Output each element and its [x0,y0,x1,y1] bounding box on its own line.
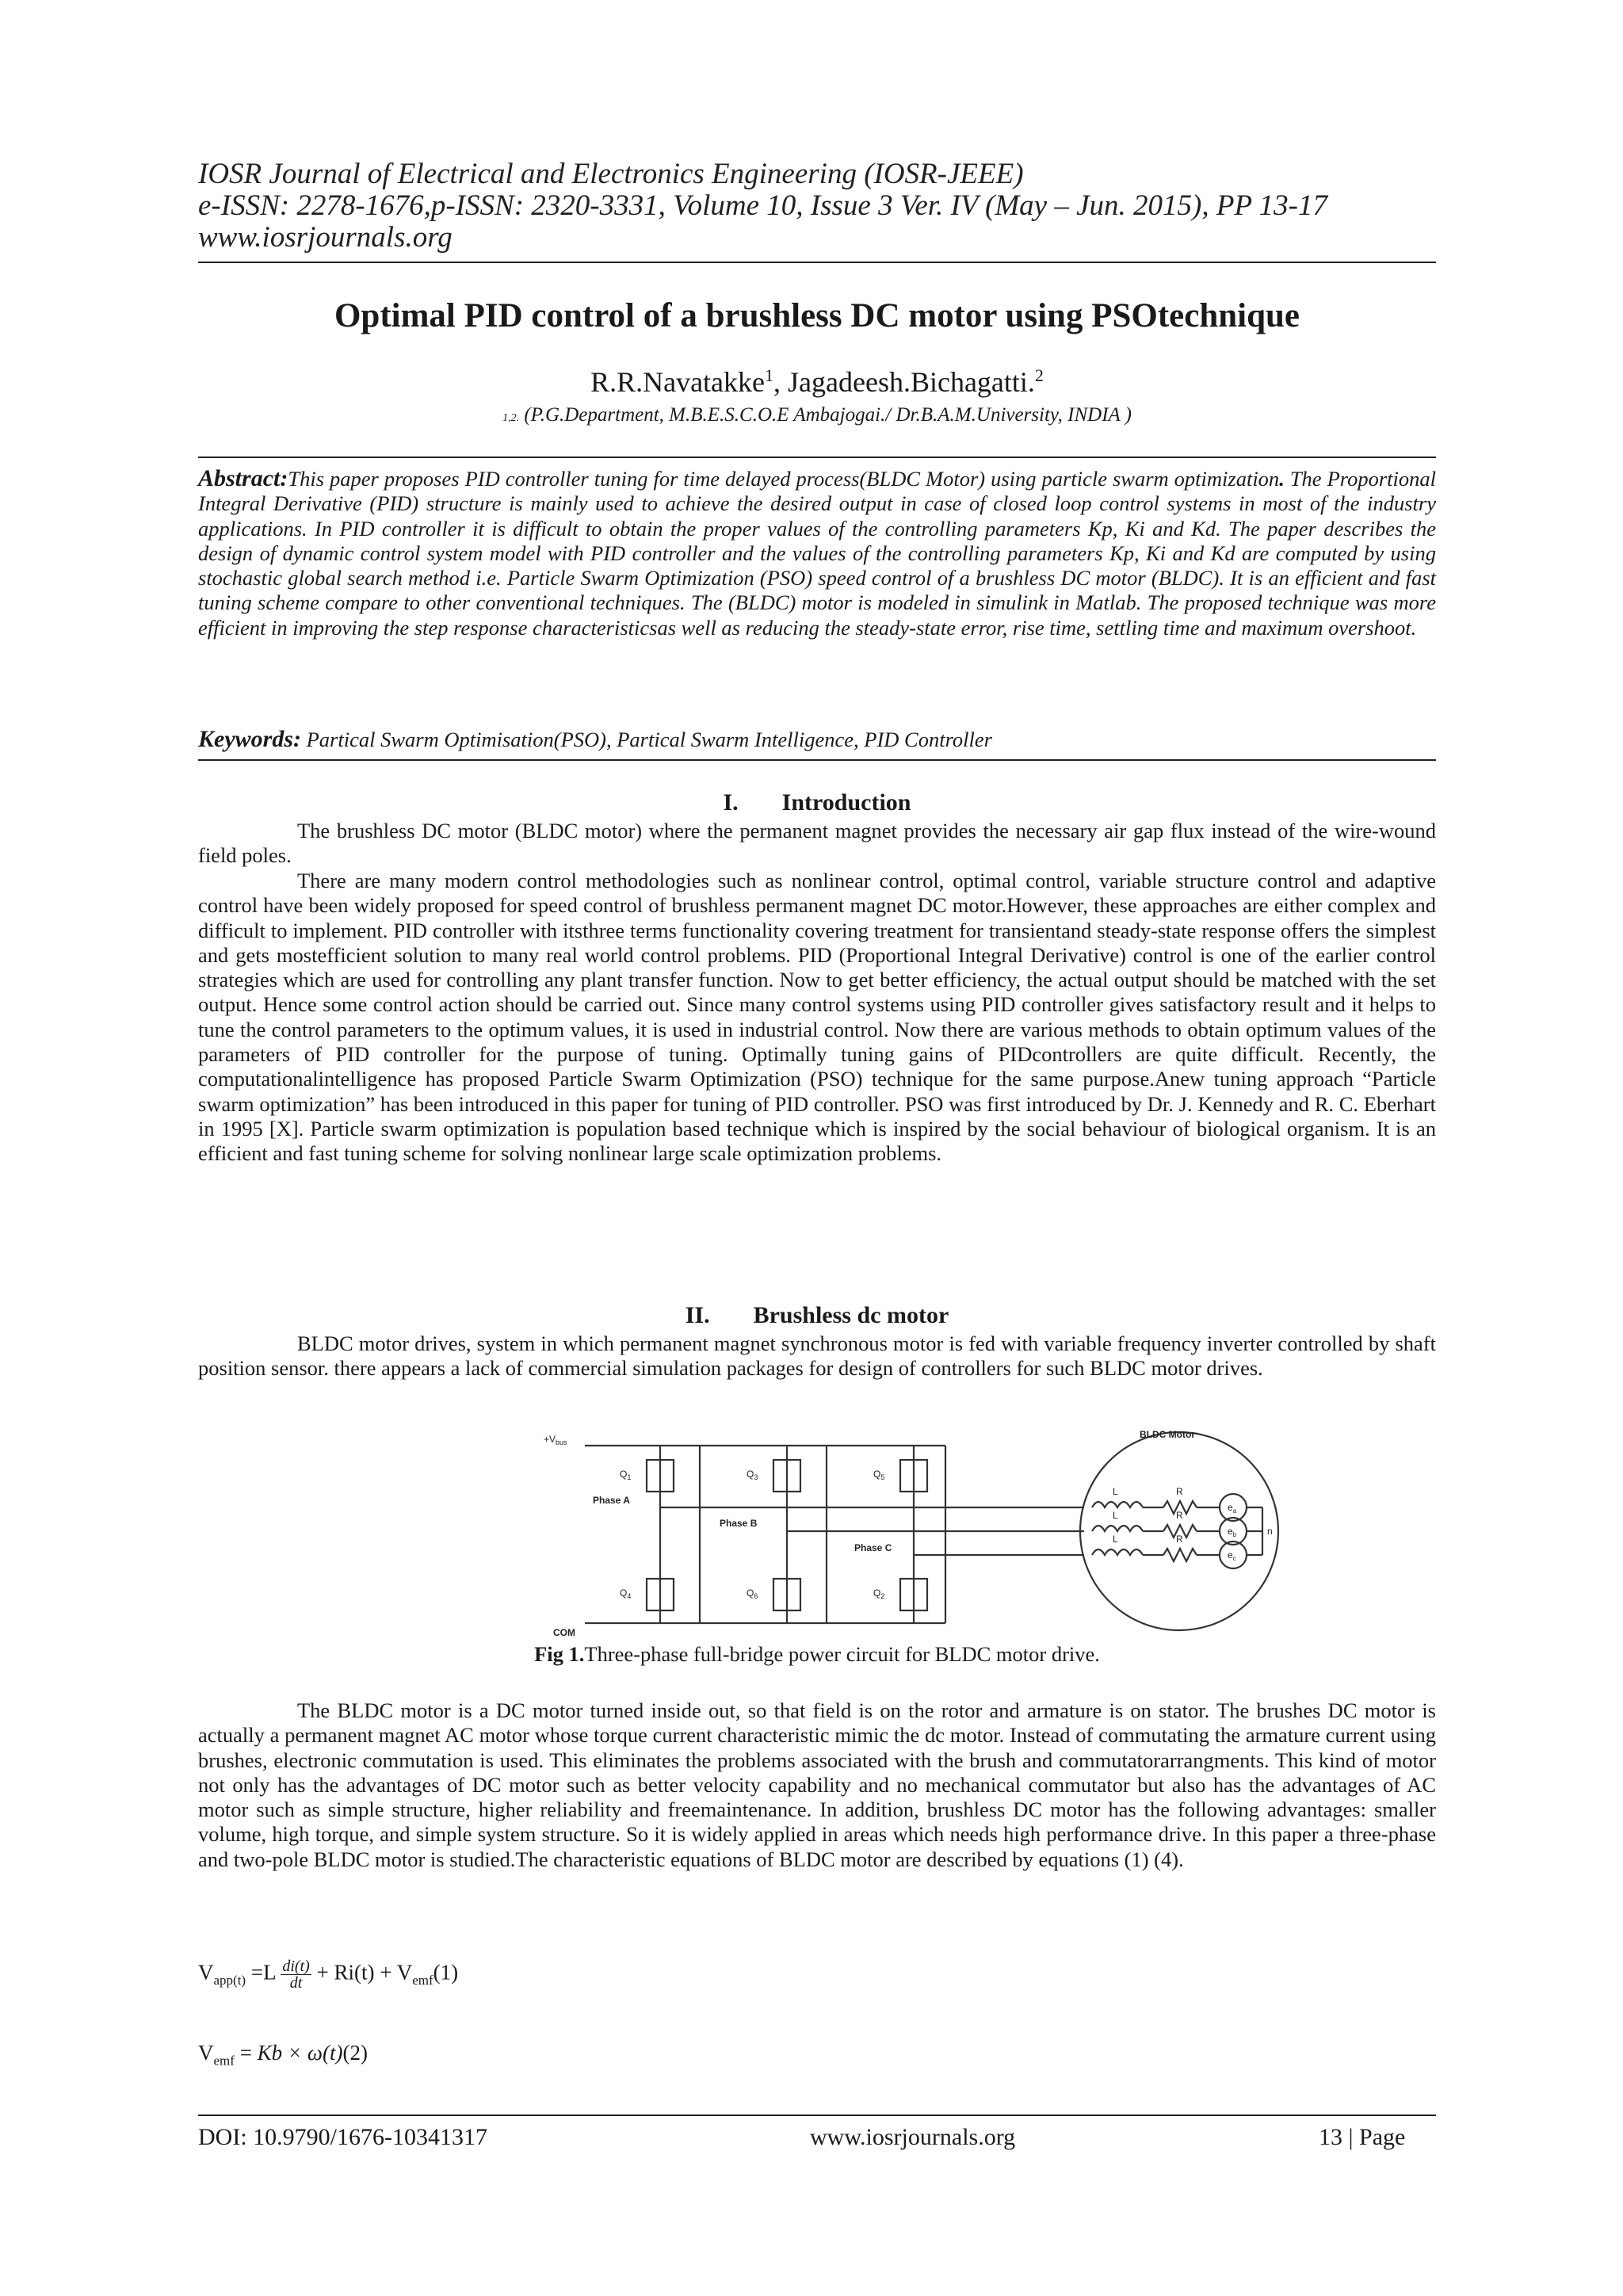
abstract-dot: . [1279,467,1285,491]
abstract-top-divider [198,457,1436,458]
footer-page: 13 | Page [1319,2124,1406,2150]
phase-c-label: Phase C [854,1542,892,1553]
section-number: II. [685,1302,710,1328]
neutral-label: n [1267,1526,1273,1537]
eq1-v: V [198,1960,214,1985]
abstract [198,466,1436,640]
author-1-sup: 1 [765,365,774,385]
section-title: Introduction [781,789,911,816]
caption-label: Fig 1. [534,1642,585,1666]
abstract-label: Abstract: [198,465,288,491]
equation-1 [198,1958,458,1991]
com-label: COM [553,1627,575,1638]
eq2-tag: (2) [342,2041,368,2065]
abstract-text-2: The Proportional Integral Derivative (PID) structure is mainly used to achieve the desired output in case of closed loop control systems in most of the industry applications. In PID controller it is difficult to obtain the proper values of the controlling parameters Kp, Ki and Kd. The paper describes the design of dynamic control system model with PID controller and the values of the controlling parameters Kp, Ki and Kd are computed by using stochastic global search method i.e. Particle Swarm Optimization (PSO) speed control of a brushless DC motor (BLDC). It is an efficient and fast tuning scheme compare to other conventional techniques. The (BLDC) motor is modeled in simulink in Matlab. The proposed technique was more efficient in improving the step response characteristicsas well as reducing the steady-state error, rise time, settling time and maximum overshoot. [198,467,1436,640]
journal-name: IOSR Journal of Electrical and Electronics Engineering (IOSR-JEEE) [198,158,1024,190]
eq2-sub: emf [213,2053,235,2069]
abstract-bottom-divider [198,759,1436,761]
resistor-a-label: R [1176,1486,1183,1497]
header-divider [198,262,1436,263]
bldc-paragraph-2: The BLDC motor is a DC motor turned inside out, so that field is on the rotor and armature is on stator. The brushes DC motor is actually a permanent magnet AC motor whose torque current characteristic mimic the dc motor. Instead of commutating the armature current using brushes, electronic commutation is used. This eliminates the problems associated with the brush and commutatorarrangments. This kind of motor not only has the advantages of DC motor such as better velocity capability and no mechanical commutator but also has the advantages of AC motor such as simple structure, higher reliability and freemaintenance. In addition, brushless DC motor has the following advantages: smaller volume, high torque, and simple system structure. So it is widely applied in areas which needs high performance drive. In this paper a three-phase and two-pole BLDC motor is studied.The characteristic equations of BLDC motor are described by equations (1) (4). [198,1698,1436,1871]
journal-header [198,159,1436,254]
section-heading-brushless [198,1302,1436,1329]
resistor-c [1163,1549,1197,1561]
eq1-denominator: dt [289,1974,303,1992]
footer-website: www.iosrjournals.org [810,2124,1016,2150]
eq1-sub: app(t) [213,1973,246,1988]
intro-paragraph-2: There are many modern control methodologies such as nonlinear control, optimal control, variable structure control and adaptive control have been widely proposed for speed control of brushless permanent magnet DC motor.However, these approaches are either complex and difficult to implement. PID controller with itsthree terms functionality covering treatment for transientand steady-state response offers the simplest and gets mostefficient solution to many real world control problems. PID (Proportional Integral Derivative) control is one of the earlier control strategies which are used for controlling any plant transfer function. Now to get better efficiency, the actual output should be matched with the set output. Hence some control action should be carried out. Since many control systems using PID controller gives satisfactory result and it helps to tune the control parameters to the optimum values, it is used in industrial control. Now there are various methods to obtain optimum values of the parameters of PID controller for the purpose of tuning. Optimally tuning gains of PIDcontrollers are quite difficult. Recently, the computationalintelligence has proposed Particle Swarm Optimization (PSO) technique for the same purpose.Anew tuning approach “Particle swarm optimization” has been introduced in this paper for tuning of PID controller. PSO was first introduced by Dr. J. Kennedy and R. C. Eberhart in 1995 [X]. Particle swarm optimization is population based technique which is inspired by the social behaviour of biological organism. It is an efficient and fast tuning scheme for solving nonlinear large scale optimization problems. [198,869,1436,1166]
emf-c-label: $e_c$ [1228,1549,1236,1562]
motor-label: BLDC Motor [1140,1429,1195,1440]
paper-title: Optimal PID control of a brushless DC motor using PSOtechnique [334,297,1300,334]
eq2-expression: Kb × ω(t) [257,2041,343,2065]
q1-label: $Q_1$ [620,1469,632,1481]
eq2-v: V [198,2041,214,2065]
eq1-numerator: di(t) [282,1958,310,1975]
q5-label: $Q_5$ [873,1469,885,1481]
emf-b-label: $e_b$ [1228,1526,1237,1538]
author-1: R.R.Navatakke [590,366,766,398]
bldc-circuit-figure [537,1428,1445,1639]
inductor-b-label: L [1113,1510,1118,1521]
author-2-sup: 2 [1034,365,1044,385]
affiliation-number: 1,2. [502,412,520,424]
figure-caption [198,1642,1436,1667]
eq1-tag: (1) [433,1960,459,1985]
eq1-equals: =L [246,1960,281,1985]
inductor-c [1092,1549,1143,1555]
eq2-equals: = [234,2041,258,2065]
section-title: Brushless dc motor [753,1302,949,1328]
journal-issn: e-ISSN: 2278-1676,p-ISSN: 2320-3331, Volume 10, Issue 3 Ver. IV (May – Jun. 2015), PP 13-17 [198,189,1327,222]
footer-divider [198,2115,1436,2116]
emf-a-label: $e_a$ [1228,1502,1237,1515]
author-separator: , [773,366,789,398]
keywords-text: Partical Swarm Optimisation(PSO), Partical Swarm Intelligence, PID Controller [301,728,992,751]
journal-website: www.iosrjournals.org [198,221,453,254]
section-number: I. [723,789,739,816]
phase-a-label: Phase A [593,1495,630,1506]
resistor-c-label: R [1176,1534,1183,1545]
keywords [198,726,1436,753]
phase-b-label: Phase B [720,1518,758,1529]
section-heading-introduction [198,789,1436,816]
affiliation-text: (P.G.Department, M.B.E.S.C.O.E Ambajogai./ Dr.B.A.M.University, INDIA ) [519,404,1132,426]
q3-label: $Q_3$ [747,1469,758,1481]
eq1-sub2: emf [412,1973,433,1988]
inductor-b [1092,1526,1143,1531]
caption-text: Three-phase full-bridge power circuit for BLDC motor drive. [584,1642,1100,1666]
q6-label: $Q_6$ [747,1587,758,1600]
resistor-b-label: R [1176,1510,1183,1521]
eq1-rest: + Ri(t) + V [311,1960,413,1985]
eq1-fraction [281,1958,311,1991]
inductor-a-label: L [1113,1486,1118,1497]
q2-label: $Q_2$ [873,1587,885,1600]
footer-doi: DOI: 10.9790/1676-10341317 [198,2124,487,2150]
q4-label: $Q_4$ [620,1587,632,1600]
inductor-a [1092,1502,1143,1507]
bldc-paragraph-1: BLDC motor drives, system in which permanent magnet synchronous motor is fed with variable frequency inverter controlled by shaft position sensor. there appears a lack of commercial simulation packages for design of controllers for such BLDC motor drives. [198,1331,1436,1381]
equation-2 [198,2041,368,2069]
keywords-label: Keywords: [198,726,301,752]
vbus-label: $+V_{bus}$ [544,1434,567,1446]
affiliation [198,404,1436,426]
inductor-c-label: L [1113,1534,1118,1545]
abstract-text-1: This paper proposes PID controller tuning for time delayed process(BLDC Motor) using particle swarm optimization [288,467,1280,491]
author-2: Jagadeesh.Bichagatti. [788,366,1035,398]
intro-paragraph-1: The brushless DC motor (BLDC motor) where the permanent magnet provides the necessary air gap flux instead of the wire-wound field poles. [198,819,1436,868]
author-line [198,365,1436,399]
